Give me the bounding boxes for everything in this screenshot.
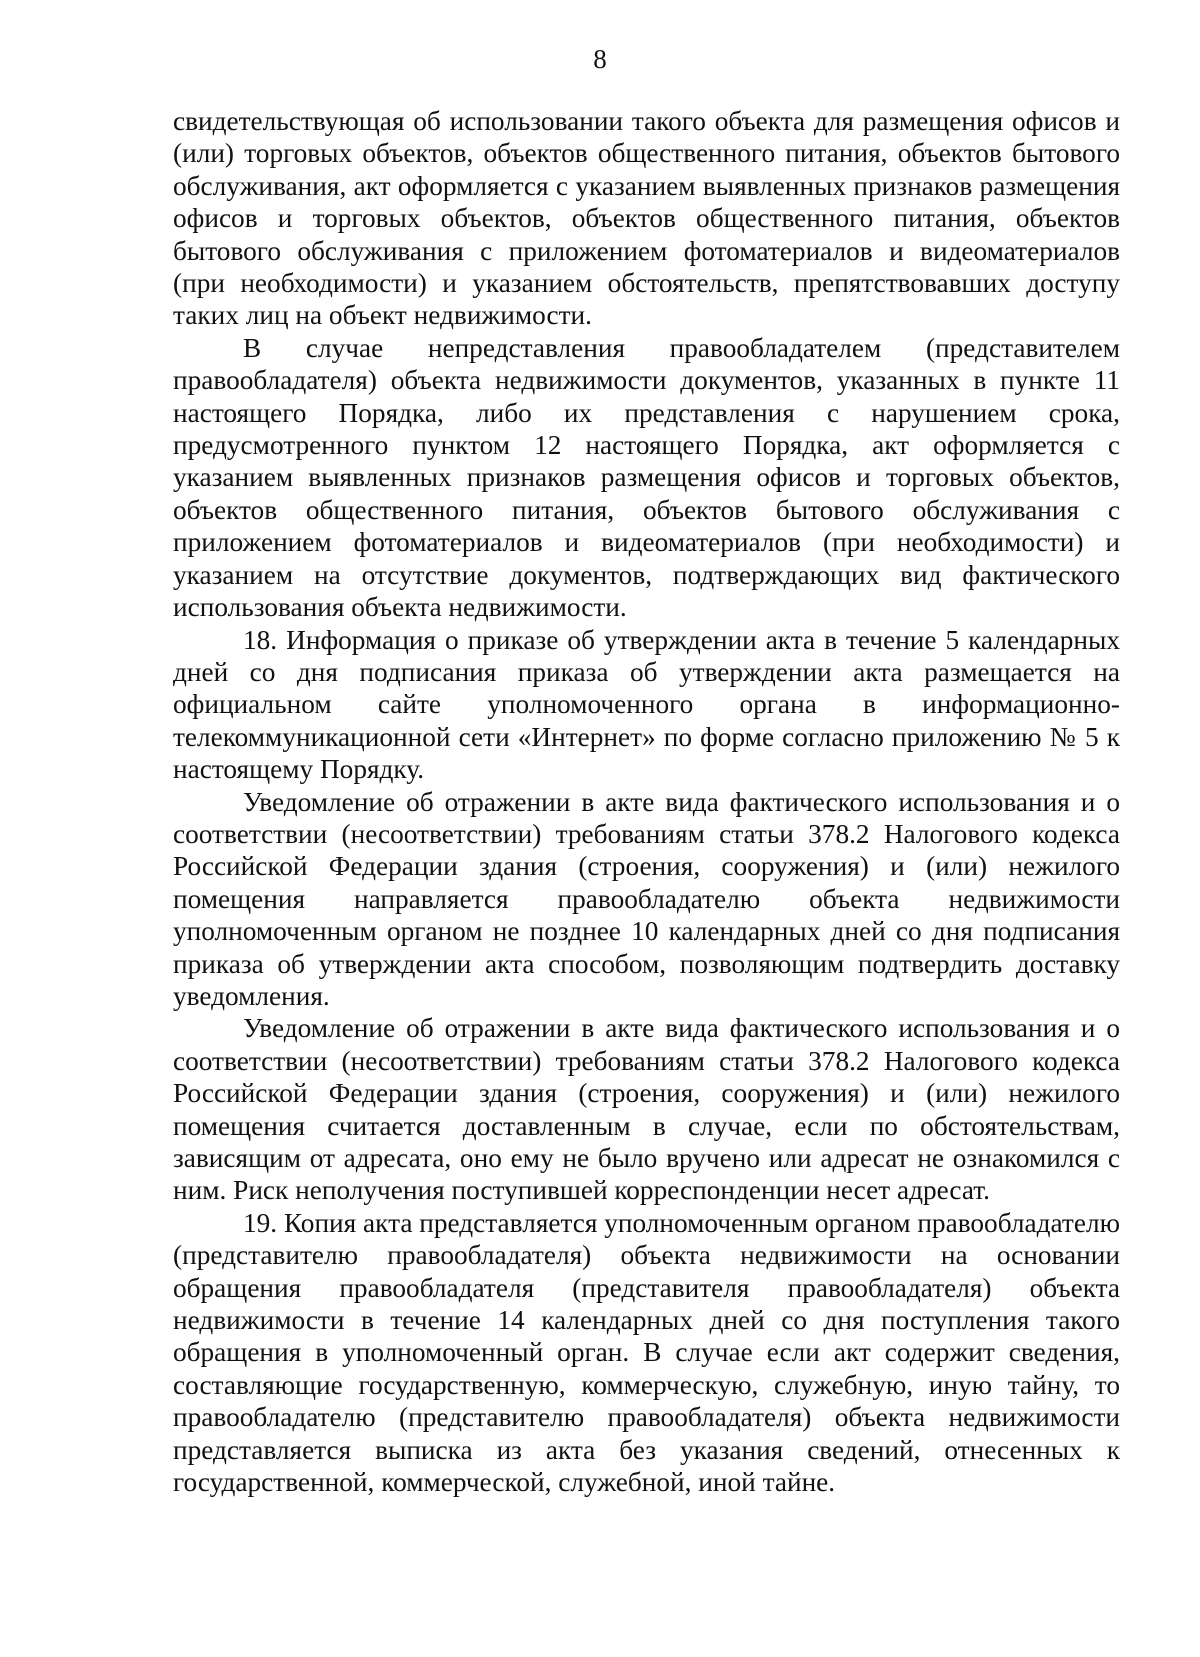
paragraph-item-18: 18. Информация о приказе об утверждении акта в течение 5 календарных дней со дня подписания приказа об утверждении акта размещается на официальном сайте уполномоченного органа в информационно-телекоммуникационной сети «Интернет» по форме согласно приложению № 5 к настоящему Порядку. bbox=[173, 624, 1120, 785]
paragraph-non-submission: В случае непредставления правообладателем (представителем правообладателя) объекта недвижимости документов, указанных в пункте 11 настоящего Порядка, либо их представления с нарушением срока, предусмотренного пунктом 12 настоящего Порядка, акт оформляется с указанием выявленных признаков размещения офисов и торговых объектов, объектов общественного питания, объектов бытового обслуживания с приложением фотоматериалов и видеоматериалов (при необходимости) и указанием на отсутствие документов, подтверждающих вид фактического использования объекта недвижимости. bbox=[173, 332, 1120, 623]
paragraph-notification-delivered: Уведомление об отражении в акте вида фактического использования и о соответствии (несоответствии) требованиям статьи 378.2 Налогового кодекса Российской Федерации здания (строения, сооружения) и (или) нежилого помещения считается доставленным в случае, если по обстоятельствам, зависящим от адресата, оно ему не было вручено или адресат не ознакомился с ним. Риск неполучения поступившей корреспонденции несет адресат. bbox=[173, 1013, 1120, 1206]
document-body bbox=[173, 105, 1120, 1498]
paragraph-continuation: свидетельствующая об использовании такого объекта для размещения офисов и (или) торговых объектов, объектов общественного питания, объектов бытового обслуживания, акт оформляется с указанием выявленных признаков размещения офисов и торговых объектов, объектов общественного питания, объектов бытового обслуживания с приложением фотоматериалов и видеоматериалов (при необходимости) и указанием обстоятельств, препятствовавших доступу таких лиц на объект недвижимости. bbox=[173, 106, 1120, 331]
paragraph-item-19: 19. Копия акта представляется уполномоченным органом правообладателю (представителю правообладателя) объекта недвижимости на основании обращения правообладателя (представителя правообладателя) объекта недвижимости в течение 14 календарных дней со дня поступления такого обращения в уполномоченный орган. В случае если акт содержит сведения, составляющие государственную, коммерческую, служебную, иную тайну, то правообладателю (представителю правообладателя) объекта недвижимости представляется выписка из акта без указания сведений, отнесенных к государственной, коммерческой, служебной, иной тайне. bbox=[173, 1207, 1120, 1498]
paragraph-notification-sent: Уведомление об отражении в акте вида фактического использования и о соответствии (несоответствии) требованиям статьи 378.2 Налогового кодекса Российской Федерации здания (строения, сооружения) и (или) нежилого помещения направляется правообладателю объекта недвижимости уполномоченным органом не позднее 10 календарных дней со дня подписания приказа об утверждении акта способом, позволяющим подтвердить доставку уведомления. bbox=[173, 786, 1120, 1011]
page-number: 8 bbox=[593, 44, 607, 74]
